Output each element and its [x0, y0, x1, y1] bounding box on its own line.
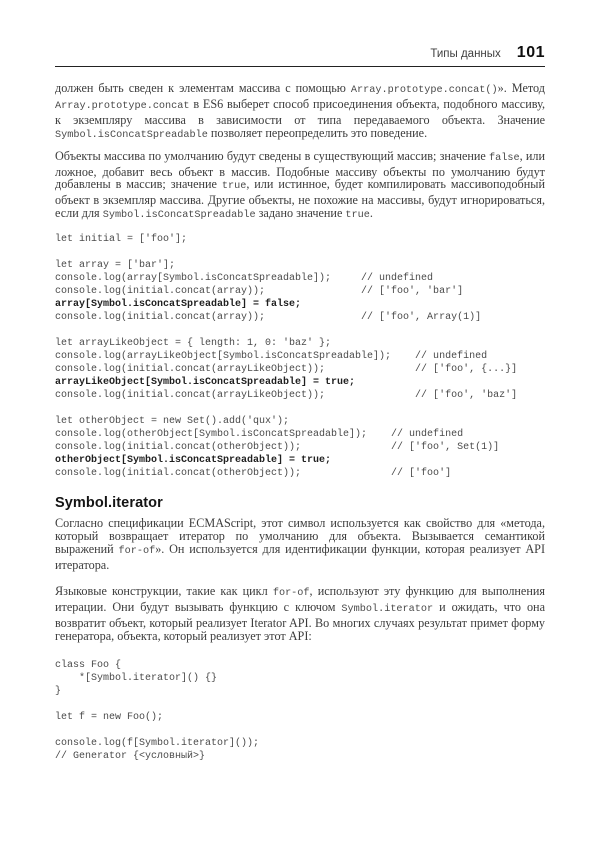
code-line: console.log(initial.concat(arrayLikeObject)); // ['foo', {...}] [55, 364, 518, 376]
page-number: 101 [516, 44, 545, 61]
inline-code: true [221, 181, 247, 193]
code-line: console.log(f[Symbol.iterator]()); [55, 738, 260, 750]
code-line: let initial = ['foo']; [55, 234, 188, 246]
code-line: console.log(otherObject[Symbol.isConcatSpreadable]); // undefined [55, 429, 464, 441]
inline-code: Array.prototype.concat [55, 100, 190, 112]
paragraph-intro-concat: должен быть сведен к элементам массива с помощью Array.prototype.concat()». Метод Array.prototype.concat в ES6 выберет способ присоединения объекта, подобного массиву, к экземпляру массива в зависимости от типа передаваемого объекта. Значение Symbol.isConcatSpreadable позволяет переопределить это поведение. [55, 81, 545, 141]
code-line: class Foo { [55, 660, 122, 672]
code-line: let array = ['bar']; [55, 260, 176, 272]
code-line-bold: otherObject[Symbol.isConcatSpreadable] = true; [55, 455, 332, 467]
code-line: *[Symbol.iterator]() {} [55, 673, 218, 685]
running-head: Типы данных [430, 48, 501, 60]
paragraph-iterator-spec: Согласно спецификации ECMAScript, этот символ используется как свойство для «метода, который возвращает итератор по умолчанию для объекта. Вызывается семантикой выражений for-of». Он используется для идентификации функции, которая реализует API итератора. [55, 516, 546, 572]
inline-code: true [345, 210, 370, 222]
code-line: let f = new Foo(); [55, 712, 164, 724]
code-line: // Generator {<условный>} [55, 751, 206, 763]
code-line: let arrayLikeObject = { length: 1, 0: 'baz' }; [55, 338, 332, 350]
code-line: } [55, 686, 62, 698]
code-line-bold: array[Symbol.isConcatSpreadable] = false; [55, 299, 302, 311]
code-line: let otherObject = new Set().add('qux'); [55, 416, 290, 428]
paragraph-iterator-usage: Языковые конструкции, такие как цикл for-of, используют эту функцию для выполнения итерации. Они будут вызывать функцию с ключом Symbol.iterator и ожидать, что она возвратит объект, который реализует Iterator API. Во многих случаях результат примет форму генератора, объекта, который реализует этот API: [55, 583, 545, 643]
code-line-bold: arrayLikeObject[Symbol.isConcatSpreadable] = true; [55, 377, 356, 389]
header-rule [55, 66, 545, 67]
inline-code: Array.prototype.concat() [350, 85, 498, 96]
page-header [55, 44, 545, 62]
inline-code: Symbol.iterator [341, 603, 434, 615]
code-line: console.log(initial.concat(otherObject)); // ['foo', Set(1)] [55, 442, 500, 454]
code-line: console.log(arrayLikeObject[Symbol.isConcatSpreadable]); // undefined [55, 351, 488, 363]
code-line: console.log(array[Symbol.isConcatSpreadable]); // undefined [55, 273, 434, 285]
code-block-concat-spreadable [55, 233, 545, 480]
code-line: console.log(initial.concat(array)); // ['foo', Array(1)] [55, 312, 482, 324]
inline-code: Symbol.isConcatSpreadable [102, 210, 256, 222]
code-line: console.log(initial.concat(array)); // ['foo', 'bar'] [55, 286, 464, 298]
inline-code: Symbol.isConcatSpreadable [55, 129, 208, 141]
inline-code: for-of [118, 545, 156, 557]
inline-code: for-of [272, 587, 310, 599]
section-heading-symbol-iterator: Symbol.iterator [55, 495, 163, 512]
code-block-symbol-iterator [55, 659, 545, 763]
code-line: console.log(initial.concat(otherObject)); // ['foo'] [55, 468, 452, 480]
inline-code: false [489, 152, 520, 164]
code-line: console.log(initial.concat(arrayLikeObject)); // ['foo', 'baz'] [55, 390, 518, 402]
paragraph-concat-behavior: Объекты массива по умолчанию будут сведены в существующий массив; значение false, или ложное, добавит весь объект в массив. Подобные массиву объекты по умолчанию будут добавлены в массив; значение true, или истинное, будет компилировать массивоподобный объект в экземпляр массива. Другие объекты, не похожие на массивы, будут игнорироваться, если для Symbol.isConcatSpreadable задано значение true. [55, 148, 545, 222]
